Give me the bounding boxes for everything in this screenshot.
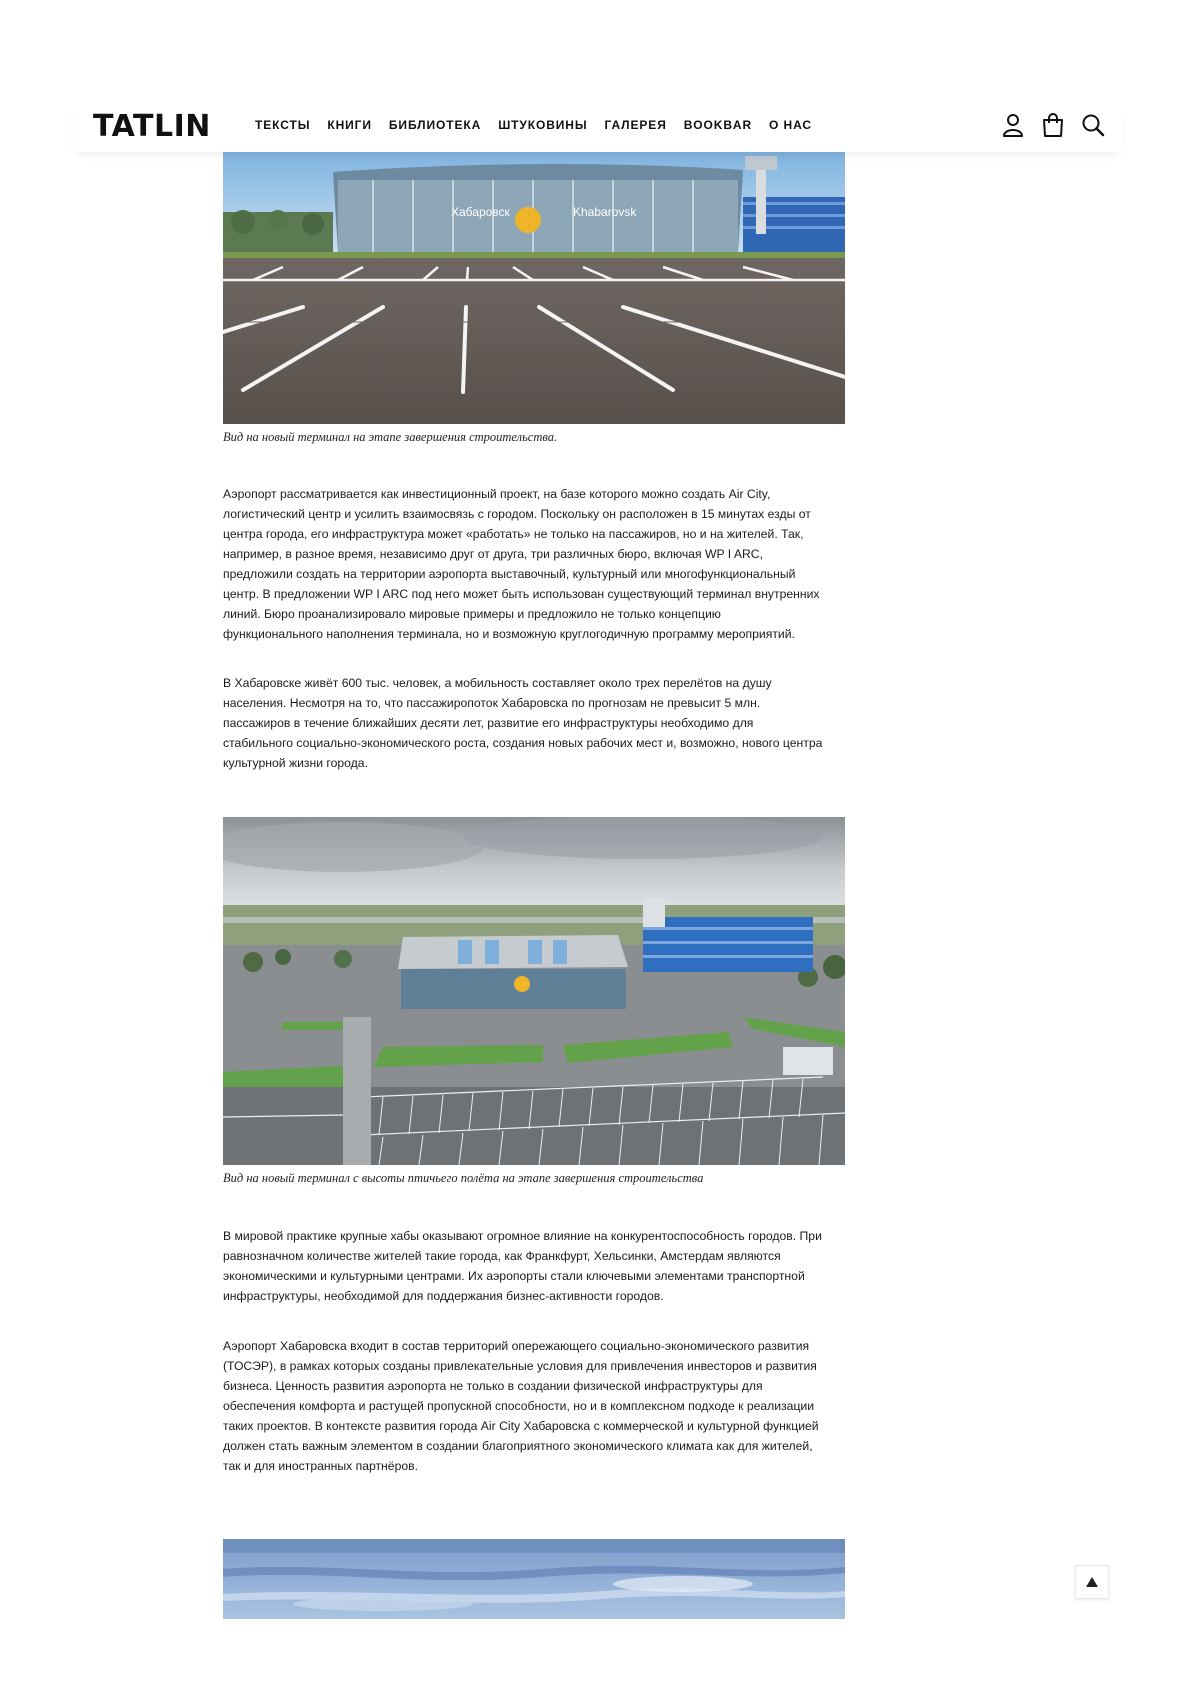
site-header [73, 100, 1123, 152]
photo-caption: Вид на новый терминал с высоты птичьего полёта на этапе завершения строительства [223, 1171, 704, 1185]
nav-item-library[interactable]: БИБЛИОТЕКА [388, 118, 482, 132]
aerial-landscape-photo [223, 1539, 845, 1619]
scroll-to-top-button[interactable] [1075, 1565, 1109, 1599]
search-icon[interactable] [1081, 112, 1105, 138]
article-paragraph: В мировой практике крупные хабы оказывают огромное влияние на конкурентоспособность городов. При равнозначном количестве жителей такие города, как Франкфурт, Хельсинки, Амстердам являются экономическими и культурными центрами. Их аэропорты стали ключевыми элементами транспортной инфраструктуры, необходимой для поддержания бизнес-активности городов. [223, 1229, 822, 1303]
arrow-up-icon [1085, 1576, 1099, 1588]
main-nav [255, 118, 829, 132]
site-logo[interactable]: TATLIN [93, 109, 211, 144]
photo-caption: Вид на новый терминал на этапе завершения строительства. [223, 430, 558, 444]
article-paragraph: Аэропорт Хабаровска входит в состав территорий опережающего социально-экономического развития (ТОСЭР), в рамках которых созданы привлекательные условия для привлечения инвесторов и развития бизнеса. Ценность развития аэропорта не только в создании физической инфраструктуры для обеспечения комфорта и растущей пропускной способности, но и в комплексном подходе к реализации таких проектов. В контексте развития города Air City Хабаровска с коммерческой и культурной функцией должен стать важным элементом в создании благоприятного экономического климата как для жителей, так и для иностранных партнёров. [223, 1339, 819, 1473]
terminal-aerial-photo [223, 817, 845, 1165]
article-paragraph: Аэропорт рассматривается как инвестиционный проект, на базе которого можно создать Air City, логистический центр и усилить взаимосвязь с городом. Поскольку он расположен в 15 минутах езды от центра города, его инфраструктура может «работать» не только на пассажиров, но и на жителей. Так, например, в разное время, независимо друг от друга, три различных бюро, включая WP I ARC, предложили создать на территории аэропорта выставочный, культурный или многофункциональный центр. В предложении WP I ARC под него может быть использован существующий терминал внутренних линий. Бюро проанализировало мировые примеры и предложило не только концепцию функционального наполнения терминала, но и возможную круглогодичную программу мероприятий. [223, 487, 820, 641]
user-icon[interactable] [1001, 112, 1025, 138]
header-actions [1001, 112, 1105, 138]
terminal-sign-ru: Хабаровск [451, 205, 510, 219]
terminal-front-photo [223, 152, 845, 424]
nav-item-about[interactable]: О НАС [769, 118, 812, 132]
nav-item-gadgets[interactable]: ШТУКОВИНЫ [498, 118, 588, 132]
article-paragraph: В Хабаровске живёт 600 тыс. человек, а мобильность составляет около трех перелётов на душу населения. Несмотря на то, что пассажиропоток Хабаровска по прогнозам не превысит 5 млн. пассажиров в течение ближайших десяти лет, развитие его инфраструктуры необходимо для стабильного социально-экономического роста, создания новых рабочих мест и, возможно, нового центра культурной жизни города. [223, 676, 823, 770]
shopping-bag-icon[interactable] [1041, 112, 1065, 138]
terminal-sign-en: Khabarovsk [573, 205, 637, 219]
nav-item-bookbar[interactable]: BOOKBAR [683, 118, 753, 132]
nav-item-texts[interactable]: ТЕКСТЫ [255, 118, 311, 132]
nav-item-books[interactable]: КНИГИ [327, 118, 372, 132]
nav-item-gallery[interactable]: ГАЛЕРЕЯ [604, 118, 667, 132]
